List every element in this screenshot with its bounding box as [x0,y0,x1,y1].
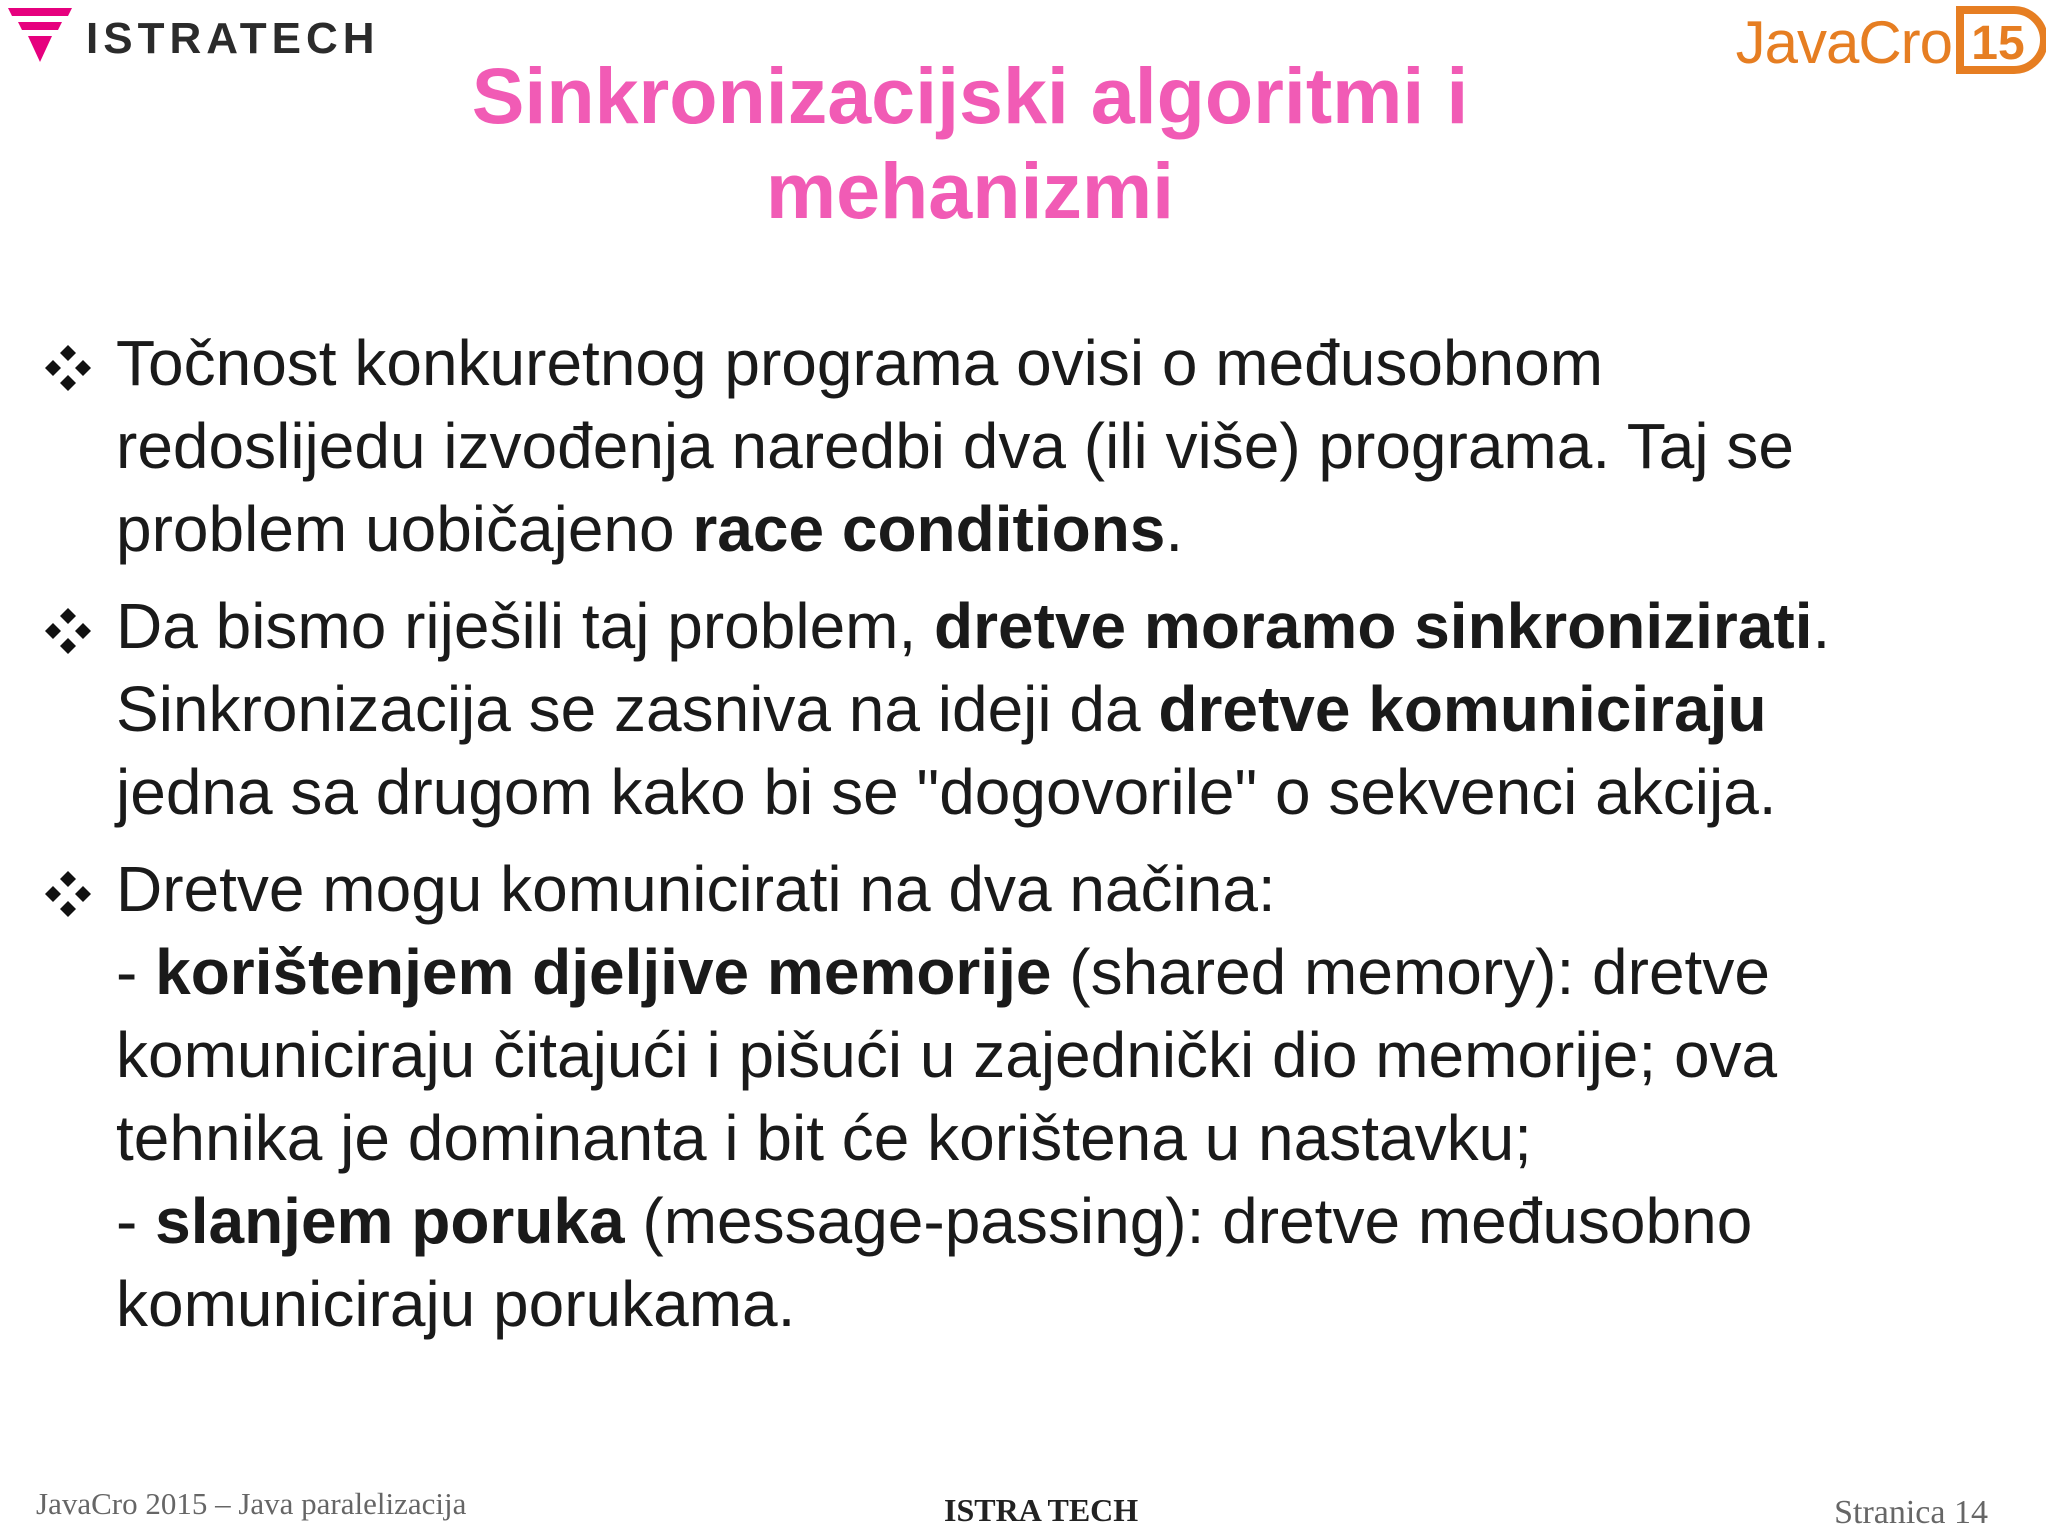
bold-text: korištenjem djeljive memorije [155,936,1052,1008]
bullet-line [116,848,2020,931]
text-run: - [116,1185,156,1257]
text-run: Sinkronizacija se zasniva na ideji da [116,673,1159,745]
text-run: - [116,936,156,1008]
bullet-line [116,931,2020,1014]
text-run: Da bismo riješili taj problem, [116,590,935,662]
bullet-item [40,322,2020,571]
bullet-line [116,1097,2020,1180]
diamond-bullet-icon [44,344,92,392]
footer-event: JavaCro 2015 – Java paralelizacija [36,1486,467,1521]
text-run: . [1812,590,1831,662]
bullet-line [116,585,2020,668]
bold-text: slanjem poruka [155,1185,625,1257]
footer-page-number: Stranica 14 [1834,1494,1988,1531]
istratech-logo-mark-icon [6,4,78,68]
istratech-logo-text: ISTRATECH [86,14,380,63]
bullet-list [40,322,2020,1360]
text-run: tehnika je dominanta i bit će korištena u nastavku; [116,1102,1532,1174]
text-run: komuniciraju porukama. [116,1268,796,1340]
bullet-item [40,848,2020,1346]
text-run: komuniciraju čitajući i pišući u zajednički dio memorije; ova [116,1019,1778,1091]
javacro-logo-text: JavaCro [1735,9,1952,76]
footer-company: ISTRA TECH [944,1492,1139,1528]
diamond-bullet-icon [44,607,92,655]
diamond-bullet-icon [44,870,92,918]
bullet-line [116,751,2020,834]
slide-title [330,48,1610,238]
bullet-line [116,668,2020,751]
text-run: (shared memory): dretve [1051,936,1770,1008]
text-run: redoslijedu izvođenja naredbi dva (ili više) programa. Taj se [116,410,1794,482]
slide-title-line-2: mehanizmi [765,146,1175,235]
text-run: (message-passing): dretve međusobno [624,1185,1753,1257]
bullet-item [40,585,2020,834]
javacro-15-badge [1954,4,2046,76]
istratech-logo [6,4,380,74]
text-run: Dretve mogu komunicirati na dva načina: [116,853,1276,925]
bullet-line [116,1014,2020,1097]
javacro-logo [1735,0,2048,80]
text-run: problem uobičajeno [116,493,693,565]
javacro-badge-text: 15 [1971,17,2025,70]
bullet-line [116,488,2020,571]
text-run: Točnost konkuretnog programa ovisi o međusobnom [116,327,1604,399]
bold-text: race conditions [692,493,1166,565]
bullet-line [116,405,2020,488]
bullet-line [116,1180,2020,1263]
bullet-line [116,322,2020,405]
bullet-line [116,1263,2020,1346]
text-run: . [1165,493,1184,565]
text-run: jedna sa drugom kako bi se "dogovorile" o sekvenci akcija. [116,756,1777,828]
bold-text: dretve komuniciraju [1158,673,1767,745]
bold-text: dretve moramo sinkronizirati [934,590,1813,662]
slide-title-line-1: Sinkronizacijski algoritmi i [471,51,1469,140]
